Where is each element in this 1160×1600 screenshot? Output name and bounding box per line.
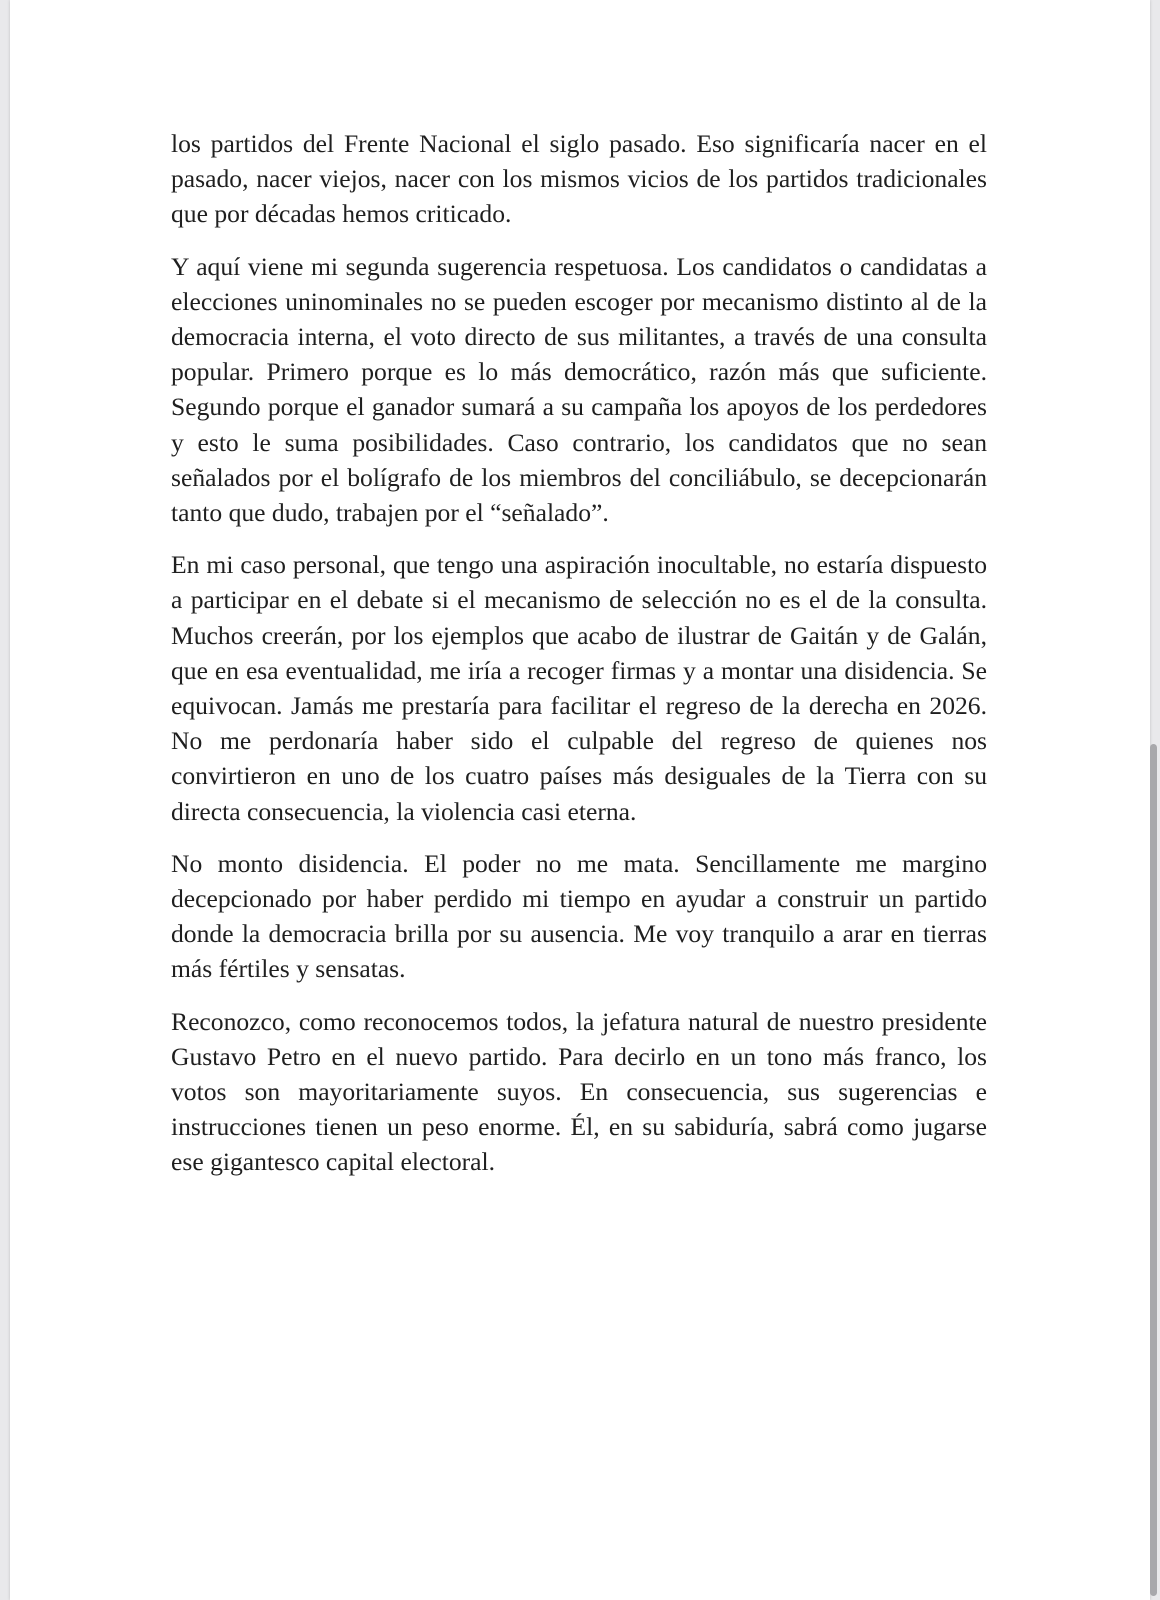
vertical-scrollbar[interactable] xyxy=(1146,0,1160,1600)
paragraph-1: los partidos del Frente Nacional el siglo pasado. Eso significaría nacer en el pasado, nacer viejos, nacer con los mismos vicios de los partidos tradicionales que por décadas hemos criticado. xyxy=(171,129,987,229)
scrollbar-thumb[interactable] xyxy=(1150,744,1157,1596)
document-body xyxy=(171,126,987,1197)
document-page xyxy=(10,0,1150,1600)
paragraph-3: En mi caso personal, que tengo una aspiración inocultable, no estaría dispuesto a participar en el debate si el mecanismo de selección no es el de la consulta. Muchos creerán, por los ejemplos que acabo de ilustrar de Gaitán y de Galán, que en esa eventualidad, me iría a recoger firmas y a montar una disidencia. Se equivocan. Jamás me prestaría para facilitar el regreso de la derecha en 2026. No me perdonaría haber sido el culpable del regreso de quienes nos convirtieron en uno de los cuatro países más desiguales de la Tierra con su directa consecuencia, la violencia casi eterna. xyxy=(171,550,987,826)
paragraph-2: Y aquí viene mi segunda sugerencia respetuosa. Los candidatos o candidatas a elecciones uninominales no se pueden escoger por mecanismo distinto al de la democracia interna, el voto directo de sus militantes, a través de una consulta popular. Primero porque es lo más democrático, razón más que suficiente. Segundo porque el ganador sumará a su campaña los apoyos de los perdedores y esto le suma posibilidades. Caso contrario, los candidatos que no sean señalados por el bolígrafo de los miembros del conciliábulo, se decepcionarán tanto que dudo, trabajen por el “señalado”. xyxy=(171,251,987,528)
paragraph-4: No monto disidencia. El poder no me mata. Sencillamente me margino decepcionado por haber perdido mi tiempo en ayudar a construir un partido donde la democracia brilla por su ausencia. Me voy tranquilo a arar en tierras más fértiles y sensatas. xyxy=(171,848,987,984)
paragraph-5: Reconozco, como reconocemos todos, la jefatura natural de nuestro presidente Gustavo Petro en el nuevo partido. Para decirlo en un tono más franco, los votos son mayoritariamente suyos. En consecuencia, sus sugerencias e instrucciones tienen un peso enorme. Él, en su sabiduría, sabrá como jugarse ese gigantesco capital electoral. xyxy=(171,1006,987,1177)
